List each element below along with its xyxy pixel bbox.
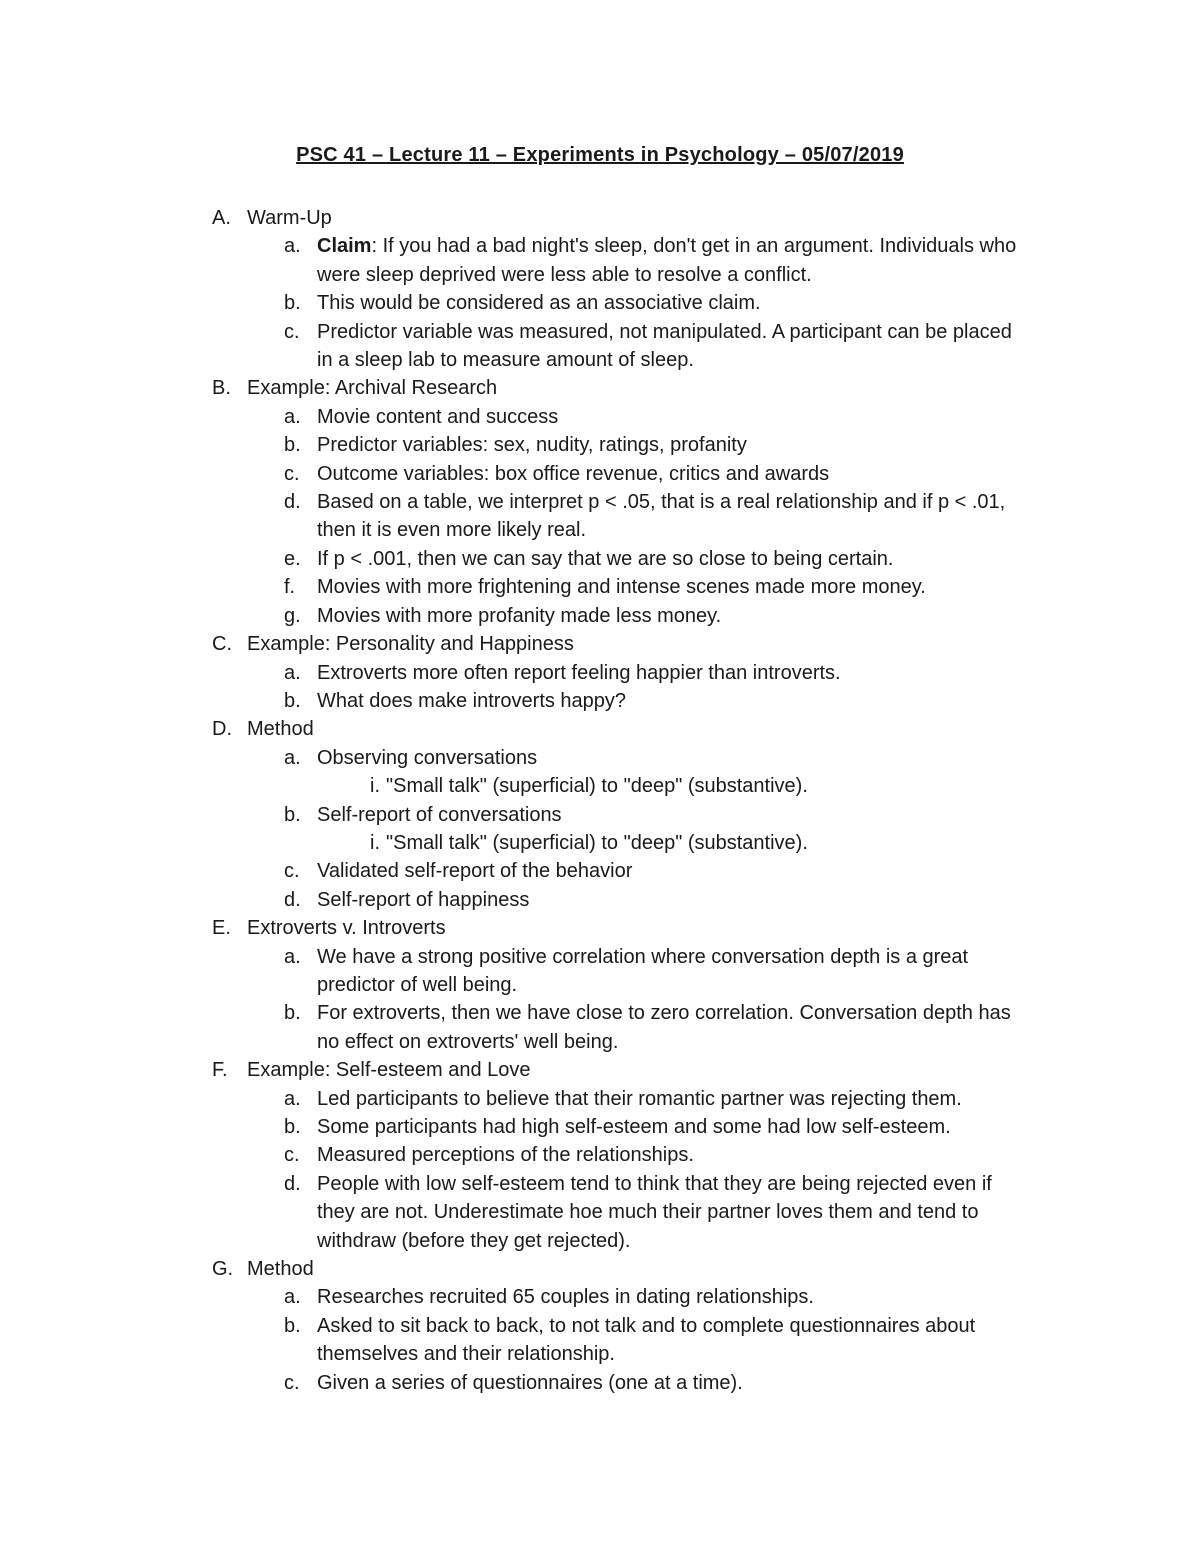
item-text: Validated self-report of the behavior bbox=[317, 860, 633, 883]
item-marker: b. bbox=[284, 803, 301, 826]
section-marker: A. bbox=[212, 207, 231, 229]
list-item bbox=[0, 1369, 1200, 1397]
section-marker: C. bbox=[212, 633, 232, 656]
item-marker: c. bbox=[284, 1371, 300, 1394]
item-text: For extroverts, then we have close to zero correlation. Conversation depth has no effect on extroverts' well being. bbox=[317, 1002, 1011, 1053]
item-marker: g. bbox=[284, 604, 301, 627]
item-marker: b. bbox=[284, 434, 301, 457]
list-item bbox=[0, 1113, 1200, 1141]
item-marker: b. bbox=[284, 689, 301, 712]
item-marker: b. bbox=[284, 1116, 301, 1138]
item-marker: b. bbox=[284, 1314, 301, 1337]
section-heading: Extroverts v. Introverts bbox=[247, 917, 446, 940]
section-personality-happiness bbox=[0, 630, 1200, 658]
section-warm-up bbox=[0, 204, 1200, 232]
list-item bbox=[0, 232, 1200, 289]
list-item bbox=[0, 318, 1200, 375]
item-marker: a. bbox=[284, 405, 301, 428]
item-text: People with low self-esteem tend to think that they are being rejected even if they are not. Underestimate hoe much their partner loves them and tend to withdraw (before they get rejected). bbox=[317, 1172, 992, 1252]
list-item bbox=[0, 943, 1200, 1000]
list-item bbox=[0, 1283, 1200, 1311]
item-marker: a. bbox=[284, 746, 301, 769]
item-text: Led participants to believe that their romantic partner was rejecting them. bbox=[317, 1087, 962, 1110]
item-text: Researches recruited 65 couples in dating relationships. bbox=[317, 1286, 814, 1309]
list-item bbox=[0, 602, 1200, 630]
item-text: Predictor variable was measured, not manipulated. A participant can be placed in a sleep lab to measure amount of sleep. bbox=[317, 320, 1012, 372]
item-text: Extroverts more often report feeling happier than introverts. bbox=[317, 661, 841, 684]
page-title: PSC 41 – Lecture 11 – Experiments in Psychology – 05/07/2019 bbox=[296, 144, 904, 166]
item-text: Movies with more frightening and intense scenes made more money. bbox=[317, 576, 926, 599]
item-marker: d. bbox=[284, 491, 301, 514]
item-marker: d. bbox=[284, 1172, 301, 1195]
item-text: Given a series of questionnaires (one at a time). bbox=[317, 1371, 743, 1394]
item-text: Self-report of conversations bbox=[317, 803, 562, 826]
item-text: Self-report of happiness bbox=[317, 888, 530, 911]
list-item bbox=[0, 431, 1200, 459]
list-item bbox=[0, 403, 1200, 431]
item-marker: c. bbox=[284, 462, 300, 485]
section-marker: G. bbox=[212, 1258, 234, 1281]
list-item bbox=[0, 1170, 1200, 1255]
item-text: What does make introverts happy? bbox=[317, 689, 627, 712]
section-heading: Method bbox=[247, 718, 314, 741]
subitem-marker: i. bbox=[370, 831, 380, 854]
list-item bbox=[0, 1312, 1200, 1369]
list-item bbox=[0, 488, 1200, 545]
list-item bbox=[0, 886, 1200, 914]
list-item bbox=[0, 573, 1200, 601]
section-marker: D. bbox=[212, 718, 232, 741]
list-item bbox=[0, 744, 1200, 772]
section-archival-research bbox=[0, 374, 1200, 402]
item-text: Observing conversations bbox=[317, 746, 538, 769]
list-item bbox=[0, 1085, 1200, 1113]
subitem-text: "Small talk" (superficial) to "deep" (substantive). bbox=[386, 775, 808, 798]
item-marker: c. bbox=[284, 320, 300, 343]
item-marker: a. bbox=[284, 1087, 301, 1110]
section-marker: B. bbox=[212, 377, 231, 400]
item-marker: d. bbox=[284, 888, 301, 911]
item-marker: a. bbox=[284, 945, 301, 968]
list-item bbox=[0, 545, 1200, 573]
section-heading: Example: Personality and Happiness bbox=[247, 633, 574, 656]
item-text: Some participants had high self-esteem and some had low self-esteem. bbox=[317, 1116, 951, 1138]
sub-list-item bbox=[0, 772, 1200, 800]
item-text: Asked to sit back to back, to not talk and to complete questionnaires about themselves and their relationship. bbox=[317, 1314, 976, 1366]
section-marker: E. bbox=[212, 917, 231, 940]
list-item bbox=[0, 659, 1200, 687]
item-marker: e. bbox=[284, 547, 301, 570]
claim-text: : If you had a bad night's sleep, don't get in an argument. Individuals who were sleep deprived were less able to resolve a conflict. bbox=[317, 235, 1017, 286]
section-method-g bbox=[0, 1255, 1200, 1283]
item-marker: c. bbox=[284, 860, 300, 883]
item-text: Based on a table, we interpret p < .05, that is a real relationship and if p < .01, then it is even more likely real. bbox=[317, 491, 1006, 542]
item-marker: c. bbox=[284, 1144, 300, 1167]
item-text: Movie content and success bbox=[317, 405, 559, 428]
section-method-d bbox=[0, 715, 1200, 743]
list-item bbox=[0, 801, 1200, 829]
item-text: If p < .001, then we can say that we are so close to being certain. bbox=[317, 547, 894, 570]
item-text: This would be considered as an associative claim. bbox=[317, 292, 761, 315]
section-heading: Warm-Up bbox=[247, 207, 332, 229]
item-marker: a. bbox=[284, 1286, 301, 1309]
section-self-esteem-love bbox=[0, 1056, 1200, 1084]
item-marker: a. bbox=[284, 661, 301, 684]
subitem-text: "Small talk" (superficial) to "deep" (substantive). bbox=[386, 831, 808, 854]
item-text: Predictor variables: sex, nudity, ratings, profanity bbox=[317, 434, 747, 457]
section-extroverts-introverts bbox=[0, 914, 1200, 942]
subitem-marker: i. bbox=[370, 775, 380, 798]
item-text: We have a strong positive correlation where conversation depth is a great predictor of well being. bbox=[317, 945, 969, 996]
item-text: Measured perceptions of the relationships. bbox=[317, 1144, 694, 1167]
list-item bbox=[0, 1141, 1200, 1169]
section-marker: F. bbox=[212, 1059, 228, 1082]
list-item bbox=[0, 857, 1200, 885]
sub-list-item bbox=[0, 829, 1200, 857]
item-marker: b. bbox=[284, 292, 301, 315]
section-heading: Example: Archival Research bbox=[247, 377, 498, 400]
section-heading: Method bbox=[247, 1258, 314, 1281]
list-item bbox=[0, 460, 1200, 488]
lecture-outline bbox=[0, 204, 1200, 1397]
list-item bbox=[0, 687, 1200, 715]
item-marker: a. bbox=[284, 235, 301, 258]
claim-label: Claim bbox=[317, 235, 372, 258]
list-item bbox=[0, 289, 1200, 317]
item-marker: f. bbox=[284, 576, 296, 599]
item-text bbox=[317, 232, 1025, 289]
list-item bbox=[0, 999, 1200, 1056]
item-marker: b. bbox=[284, 1002, 301, 1025]
item-text: Outcome variables: box office revenue, critics and awards bbox=[317, 462, 830, 485]
section-heading: Example: Self-esteem and Love bbox=[247, 1059, 531, 1082]
item-text: Movies with more profanity made less money. bbox=[317, 604, 722, 627]
